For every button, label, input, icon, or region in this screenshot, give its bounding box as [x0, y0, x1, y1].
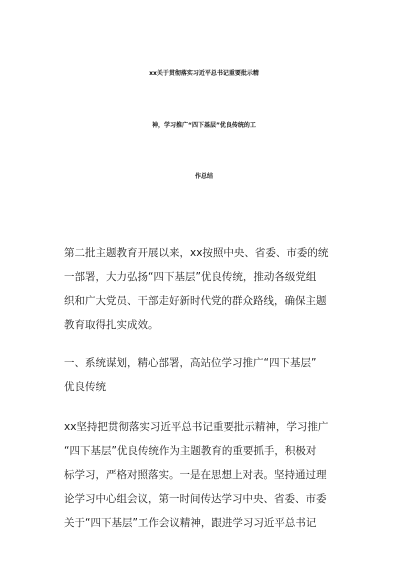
paragraph-1-line-2: 一部署，大力弘扬“四下基层”优良传统，推动各级党组: [64, 271, 317, 283]
paragraph-2-line-2: “四下基层”优良传统作为主题教育的重要抓手，积极对: [64, 445, 317, 457]
paragraph-2-line-3: 标学习，严格对照落实。一是在思想上对表。坚持通过理: [64, 469, 327, 481]
document-title-line-2: 神，学习推广“四下基层”优良传统的工: [152, 122, 256, 129]
paragraph-1-line-3: 织和广大党员、干部走好新时代党的群众路线，确保主题: [64, 295, 327, 307]
paragraph-2-line-4: 论学习中心组会议，第一时间传达学习中央、省委、市委: [64, 493, 327, 505]
paragraph-1-line-1: 第二批主题教育开展以来，xx按照中央、省委、市委的统: [64, 247, 329, 259]
paragraph-1-line-4: 教育取得扎实成效。: [64, 319, 159, 331]
section-1-heading-line-2: 优良传统: [64, 381, 106, 393]
paragraph-2-line-5: 关于“四下基层”工作会议精神，跟进学习习近平总书记: [64, 517, 317, 529]
section-1-heading-line-1: 一、系统谋划，精心部署，高站位学习推广“四下基层”: [64, 357, 317, 369]
document-title-line-3: 作总结: [194, 173, 213, 180]
paragraph-2-line-1: xx坚持把贯彻落实习近平总书记重要批示精神，学习推广: [64, 421, 329, 433]
document-title-line-1: xx关于贯彻落实习近平总书记重要批示精: [149, 70, 259, 77]
